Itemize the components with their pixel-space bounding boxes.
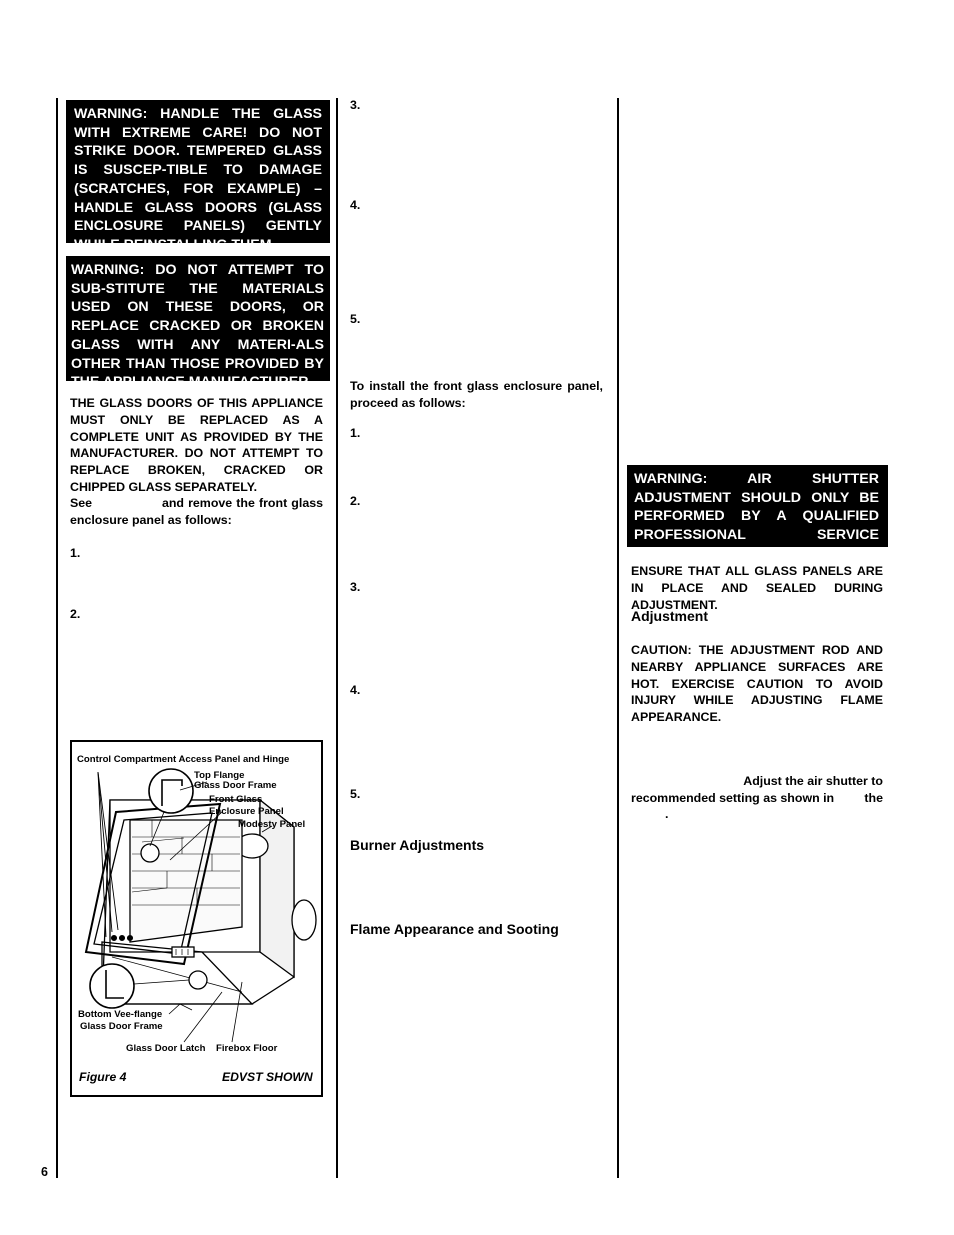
adjust-air-shutter-line1: Adjust the air shutter to the <box>743 774 883 805</box>
label-front-glass: Front Glass <box>209 794 263 805</box>
label-glass-door-latch: Glass Door Latch <box>126 1043 206 1054</box>
warning-do-not-substitute: WARNING: DO NOT ATTEMPT TO SUB-STITUTE THE MATERIALS USED ON THESE DOORS, OR REPLACE CRACKED OR BROKEN GLASS WITH ANY MATERI-ALS OTHER THAN THOSE PROVIDED BY THE APPLIANCE MANUFACTURER. <box>66 256 330 381</box>
page-number: 6 <box>41 1165 48 1179</box>
label-firebox-floor: Firebox Floor <box>216 1043 278 1054</box>
install-step-3: 3. <box>350 580 361 594</box>
install-step-2: 2. <box>350 494 361 508</box>
remove-step-2: 2. <box>70 607 81 621</box>
column-rule-left <box>56 98 58 1178</box>
adjust-air-shutter-line2: recommended setting as shown in <box>631 791 835 805</box>
remove-step-3: 3. <box>350 98 361 112</box>
flame-appearance-heading: Flame Appearance and Sooting <box>350 921 559 937</box>
label-enclosure-panel: Enclosure Panel <box>209 806 284 817</box>
install-intro: To install the front glass enclosure panel, proceed as follows: <box>350 379 603 410</box>
label-bottom-vee-flange: Bottom Vee-flange <box>78 1009 163 1020</box>
glass-doors-notice: THE GLASS DOORS OF THIS APPLIANCE MUST ONLY BE REPLACED AS A COMPLETE UNIT AS PROVIDED BY THE MANUFACTURER. DO NOT ATTEMPT TO REPLACE BROKEN, CRACKED OR CHIPPED GLASS SEPARATELY. <box>70 396 323 494</box>
caution-hot-surfaces: CAUTION: THE ADJUSTMENT ROD AND NEARBY APPLIANCE SURFACES ARE HOT. EXERCISE CAUTION TO AVOID INJURY WHILE ADJUSTING FLAME APPEARANCE. <box>631 643 883 725</box>
label-glass-door-frame-top: Glass Door Frame <box>194 780 277 791</box>
warning-air-shutter: WARNING: AIR SHUTTER ADJUSTMENT SHOULD ONLY BE PERFORMED BY A QUALIFIED PROFESSIONAL SERVICE TECHNICIAN. <box>627 465 888 547</box>
adjust-air-shutter-period: . <box>665 807 669 821</box>
label-glass-door-frame-bottom: Glass Door Frame <box>80 1021 163 1032</box>
install-step-5: 5. <box>350 787 361 801</box>
figure-model-shown: EDVST SHOWN <box>222 1070 313 1084</box>
warning-handle-glass: WARNING: HANDLE THE GLASS WITH EXTREME CARE! DO NOT STRIKE DOOR. TEMPERED GLASS IS SUSCEP-TIBLE TO DAMAGE (SCRATCHES, FOR EXAMPLE) – HANDLE GLASS DOORS (GLASS ENCLOSURE PANELS) GENTLY WHILE REINSTALLING THEM. <box>66 100 330 243</box>
label-modesty-panel: Modesty Panel <box>238 819 306 830</box>
install-step-1: 1. <box>350 426 361 440</box>
remove-step-4: 4. <box>350 198 361 212</box>
remove-step-5: 5. <box>350 312 361 326</box>
column-rule-middle <box>336 98 338 1178</box>
figure-caption: Figure 4 <box>79 1070 127 1084</box>
adjustment-heading: Adjustment <box>631 608 708 624</box>
ensure-panels-sealed: ENSURE THAT ALL GLASS PANELS ARE IN PLACE AND SEALED DURING ADJUSTMENT. <box>631 564 883 612</box>
burner-adjustments-heading: Burner Adjustments <box>350 837 485 853</box>
figure-4-box <box>70 740 323 1097</box>
remove-step-1: 1. <box>70 546 81 560</box>
install-step-4: 4. <box>350 683 361 697</box>
column-rule-right <box>617 98 619 1178</box>
label-top-flange: Top Flange <box>194 770 245 781</box>
see-figure-text: See and remove the front glass enclosure panel as follows: <box>70 496 327 527</box>
label-control-compartment: Control Compartment Access Panel and Hinge <box>77 754 290 765</box>
